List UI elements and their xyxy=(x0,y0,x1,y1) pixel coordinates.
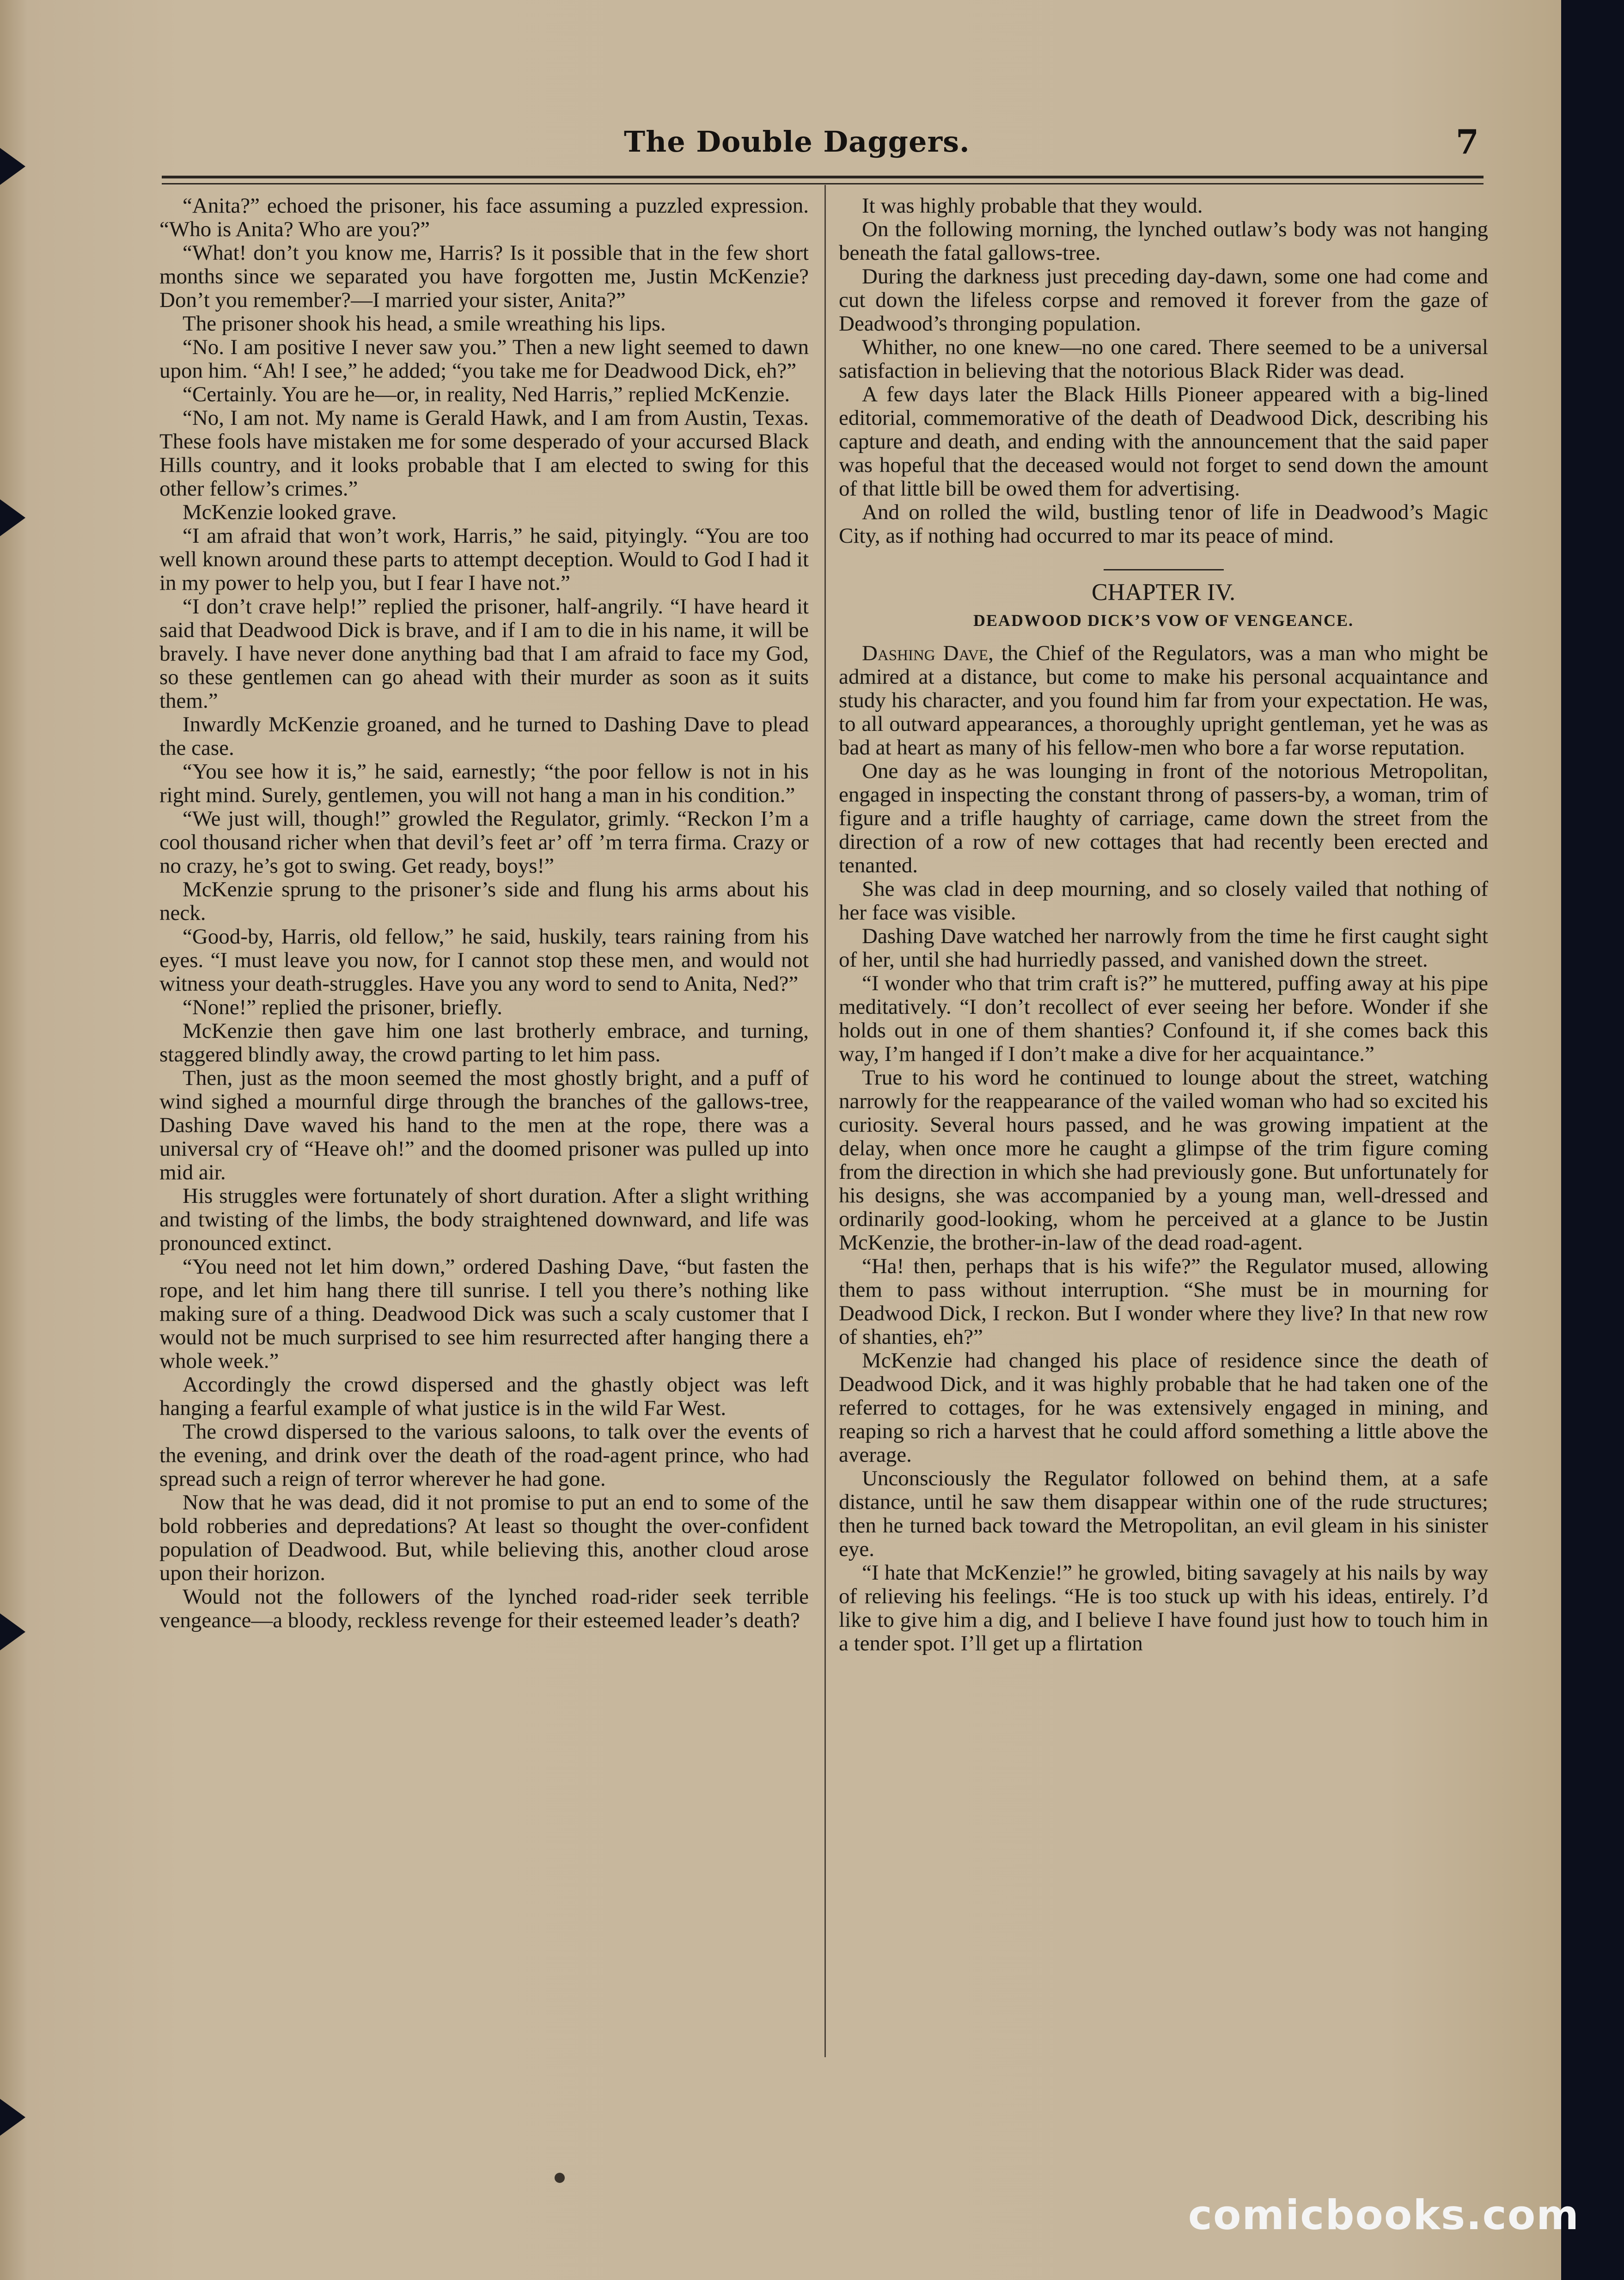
footer-ornament xyxy=(555,2173,565,2183)
paragraph: During the darkness just preceding day-dawn, some one had come and cut down the lifeless corpse and removed it forever from the gaze of Deadwood’s thronging population. xyxy=(839,264,1488,336)
paragraph: McKenzie then gave him one last brotherly embrace, and turning, staggered blindly away, the crowd parting to let him pass. xyxy=(159,1019,809,1066)
paragraph: “You see how it is,” he said, earnestly; “the poor fellow is not in his right mind. Surely, gentlemen, you will not hang a man in his condition.” xyxy=(159,760,809,807)
paragraph: Dashing Dave watched her narrowly from the time he first caught sight of her, until she had hurriedly passed, and vanished down the street. xyxy=(839,924,1488,972)
chapter-rule xyxy=(1104,569,1224,570)
column-divider xyxy=(824,185,826,2057)
paragraph: Unconsciously the Regulator followed on behind them, at a safe distance, until he saw them disappear within one of the rude structures; then he turned back toward the Metropolitan, an evil gleam in his sinister eye. xyxy=(839,1466,1488,1561)
paragraph: One day as he was lounging in front of the notorious Metropolitan, engaged in inspecting the constant throng of passers-by, a woman, trim of figure and a trifle haughty of carriage, came down the street from the direction of a row of new cottages that had recently been erected and tenanted. xyxy=(839,759,1488,877)
running-title: The Double Daggers. xyxy=(624,125,970,159)
paragraph: Then, just as the moon seemed the most ghostly bright, and a puff of wind sighed a mournful dirge through the branches of the gallows-tree, Dashing Dave waved his hand to the men at the rope, there was a universal cry of “Heave oh!” and the doomed prisoner was pulled up into mid air. xyxy=(159,1066,809,1184)
paragraph: His struggles were fortunately of short duration. After a slight writhing and twisting of the limbs, the body straightened downward, and life was pronounced extinct. xyxy=(159,1184,809,1255)
paragraph: She was clad in deep mourning, and so closely vailed that nothing of her face was visible. xyxy=(839,877,1488,925)
page-header xyxy=(162,121,1484,172)
watermark: comicbooks.com xyxy=(1188,2191,1580,2239)
binding-hole-icon xyxy=(0,1604,32,1660)
paragraph: “What! don’t you know me, Harris? Is it possible that in the few short months since we separated you have forgotten me, Justin McKenzie? Don’t you remember?—I married your sister, Anita?” xyxy=(159,241,809,312)
binding-edge xyxy=(0,0,37,2280)
paragraph: On the following morning, the lynched outlaw’s body was not hanging beneath the fatal gallows-tree. xyxy=(839,217,1488,265)
paragraph-text: the Chief of the Regulators, was a man who might be admired at a distance, but come to make his personal acquaintance and study his character, and you found him far from your expectation. He was, to all outward appearances, a thoroughly upright gentleman, yet he was as bad at heart as many of his fellow-men who bore a far worse reputation. xyxy=(839,641,1489,760)
chapter-subtitle: DEADWOOD DICK’S VOW OF VENGEANCE. xyxy=(973,611,1354,630)
paragraph: “I don’t crave help!” replied the prisoner, half-angrily. “I have heard it said that Deadwood Dick is brave, and if I am to die in his name, it will be bravely. I have never done anything bad that I am afraid to face my God, so these gentlemen can go ahead with their murder as soon as it suits them.” xyxy=(159,595,809,713)
paragraph: “Anita?” echoed the prisoner, his face assuming a puzzled expression. “Who is Anita? Who are you?” xyxy=(159,194,809,241)
paragraph: “None!” replied the prisoner, briefly. xyxy=(183,995,502,1019)
paragraph: “No. I am positive I never saw you.” Then a new light seemed to dawn upon him. “Ah! I see,” he added; “you take me for Deadwood Dick, eh?” xyxy=(159,335,809,383)
paragraph: True to his word he continued to lounge about the street, watching narrowly for the reappearance of the vailed woman who had so excited his curiosity. Several hours passed, and he was growing impatient at the delay, when once more he caught a glimpse of the trim figure coming from the direction in which she had previously gone. But unfortunately for his designs, she was accompanied by a young man, well-dressed and ordinarily good-looking, whom he perceived at a glance to be Justin McKenzie, the brother-in-law of the dead road-agent. xyxy=(839,1066,1488,1255)
paragraph: “You need not let him down,” ordered Dashing Dave, “but fasten the rope, and let him hang there till sunrise. I tell you there’s nothing like making sure of a thing. Deadwood Dick was such a scaly customer that I would not be much surprised to see him resurrected after hanging there a whole week.” xyxy=(159,1255,809,1373)
paragraph: McKenzie looked grave. xyxy=(183,500,397,524)
paragraph: Inwardly McKenzie groaned, and he turned to Dashing Dave to plead the case. xyxy=(159,712,809,760)
chapter-lead-in: Dashing Dave, xyxy=(862,641,994,665)
binding-hole-icon xyxy=(0,2090,32,2145)
paragraph: “I hate that McKenzie!” he growled, biting savagely at his nails by way of relieving his feelings. “He is too stuck up with his ideas, entirely. I’d like to give him a dig, and I believe I have found just how to touch him in a tender spot. I’ll get up a flirtation xyxy=(839,1561,1488,1655)
paragraph: The prisoner shook his head, a smile wreathing his lips. xyxy=(183,312,666,336)
paragraph: McKenzie sprung to the prisoner’s side and flung his arms about his neck. xyxy=(159,877,809,925)
left-column xyxy=(159,194,809,2062)
paragraph: A few days later the Black Hills Pioneer appeared with a big-lined editorial, commemorative of the death of Deadwood Dick, describing his capture and death, and ending with the announcement that the said paper was hopeful that the deceased would not forget to send down the amount of that little bill be owed them for advertising. xyxy=(839,382,1488,501)
paragraph: McKenzie had changed his place of residence since the death of Deadwood Dick, and it was highly probable that he had taken one of the referred to cottages, for he was extensively engaged in mining, and reaping so rich a harvest that he could afford something a little above the average. xyxy=(839,1348,1488,1467)
chapter-title: CHAPTER IV. xyxy=(1091,579,1236,606)
binding-hole-icon xyxy=(0,490,32,545)
binding-hole-icon xyxy=(0,139,32,194)
paragraph: “Ha! then, perhaps that is his wife?” the Regulator mused, allowing them to pass without interruption. “She must be in mourning for Deadwood Dick, I reckon. But I wonder where they live? In that new row of shanties, eh?” xyxy=(839,1254,1488,1349)
paragraph: The crowd dispersed to the various saloons, to talk over the events of the evening, and drink over the death of the road-agent prince, who had spread such a reign of terror wherever he had gone. xyxy=(159,1420,809,1491)
paragraph: “We just will, though!” growled the Regulator, grimly. “Reckon I’m a cool thousand richer when that devil’s feet ar’ off ’m terra firma. Crazy or no crazy, he’s got to swing. Get ready, boys!” xyxy=(159,807,809,878)
paragraph: Would not the followers of the lynched road-rider seek terrible vengeance—a bloody, reckless revenge for their esteemed leader’s death? xyxy=(159,1585,809,1632)
paragraph: “Certainly. You are he—or, in reality, Ned Harris,” replied McKenzie. xyxy=(183,382,790,406)
paragraph: “Good-by, Harris, old fellow,” he said, huskily, tears raining from his eyes. “I must leave you now, for I cannot stop these men, and would not witness your death-struggles. Have you any word to send to Anita, Ned?” xyxy=(159,925,809,996)
paragraph: “I wonder who that trim craft is?” he muttered, puffing away at his pipe meditatively. “I don’t recollect of ever seeing her before. Wonder if she holds out in one of them shanties? Confound it, if she comes back this way, I’m hanged if I don’t make a dive for her acquaintance.” xyxy=(839,971,1488,1066)
right-column xyxy=(839,194,1488,2062)
paragraph xyxy=(839,642,1488,760)
page-number: 7 xyxy=(1455,122,1479,161)
paragraph: “No, I am not. My name is Gerald Hawk, and I am from Austin, Texas. These fools have mistaken me for some desperado of your accursed Black Hills country, and it looks probable that I am elected to swing for this other fellow’s crimes.” xyxy=(159,406,809,501)
paragraph: Whither, no one knew—no one cared. There seemed to be a universal satisfaction in believing that the notorious Black Rider was dead. xyxy=(839,335,1488,383)
paragraph: Accordingly the crowd dispersed and the ghastly object was left hanging a fearful example of what justice is in the wild Far West. xyxy=(159,1373,809,1420)
paragraph: It was highly probable that they would. xyxy=(862,194,1203,218)
paragraph: Now that he was dead, did it not promise to put an end to some of the bold robberies and depredations? At least so thought the over-confident population of Deadwood. But, while believing this, another cloud arose upon their horizon. xyxy=(159,1490,809,1585)
header-rule xyxy=(162,176,1484,184)
paragraph: “I am afraid that won’t work, Harris,” he said, pityingly. “You are too well known around these parts to attempt deception. Would to God I had it in my power to help you, but I fear I have not.” xyxy=(159,524,809,595)
paragraph: And on rolled the wild, bustling tenor of life in Deadwood’s Magic City, as if nothing had occurred to mar its peace of mind. xyxy=(839,500,1488,548)
